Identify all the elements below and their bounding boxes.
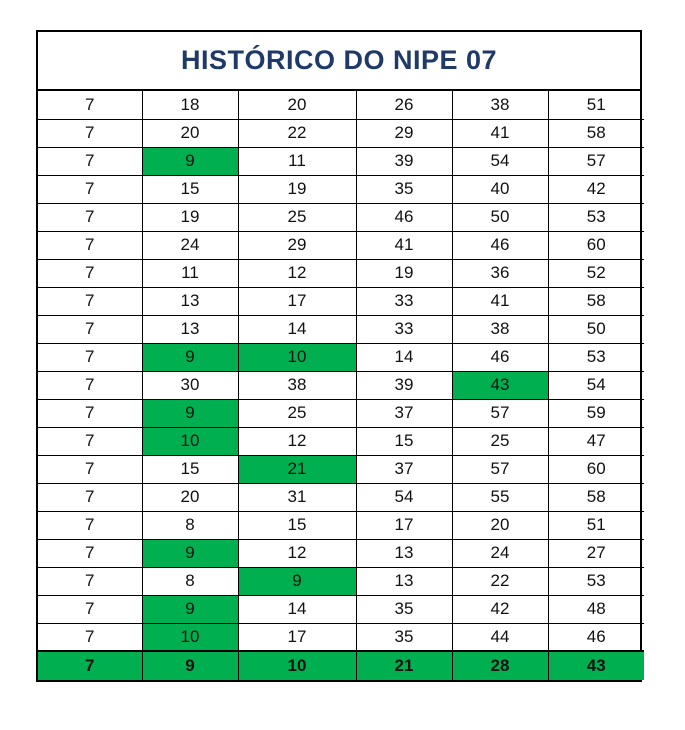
table-cell[interactable]: 13 <box>356 567 452 595</box>
table-cell[interactable]: 7 <box>38 91 142 119</box>
table-cell[interactable]: 21 <box>238 455 356 483</box>
table-row <box>38 343 644 371</box>
table-cell[interactable]: 9 <box>142 147 238 175</box>
table-cell[interactable]: 7 <box>38 623 142 651</box>
total-cell[interactable]: 28 <box>452 651 548 680</box>
table-cell[interactable]: 54 <box>452 147 548 175</box>
table-row <box>38 539 644 567</box>
table-row <box>38 455 644 483</box>
table-cell[interactable]: 22 <box>452 567 548 595</box>
table-cell[interactable]: 13 <box>356 539 452 567</box>
nipe-history-sheet <box>36 30 642 682</box>
table-cell[interactable]: 38 <box>452 315 548 343</box>
history-table <box>38 91 644 680</box>
table-cell[interactable]: 60 <box>548 231 644 259</box>
table-cell[interactable]: 53 <box>548 567 644 595</box>
table-cell[interactable]: 8 <box>142 511 238 539</box>
table-cell[interactable]: 7 <box>38 567 142 595</box>
table-cell[interactable]: 15 <box>238 511 356 539</box>
table-cell[interactable]: 46 <box>548 623 644 651</box>
table-cell[interactable]: 57 <box>452 455 548 483</box>
table-cell[interactable]: 15 <box>142 175 238 203</box>
table-cell[interactable]: 29 <box>356 119 452 147</box>
table-row <box>38 399 644 427</box>
table-cell[interactable]: 12 <box>238 259 356 287</box>
table-cell[interactable]: 20 <box>142 119 238 147</box>
table-cell[interactable]: 7 <box>38 231 142 259</box>
total-row <box>38 651 644 680</box>
table-cell[interactable]: 39 <box>356 147 452 175</box>
table-cell[interactable]: 39 <box>356 371 452 399</box>
table-row <box>38 203 644 231</box>
table-cell[interactable]: 19 <box>238 175 356 203</box>
total-cell[interactable]: 43 <box>548 651 644 680</box>
total-cell[interactable]: 7 <box>38 651 142 680</box>
table-cell[interactable]: 26 <box>356 91 452 119</box>
table-cell[interactable]: 7 <box>38 511 142 539</box>
table-cell[interactable]: 46 <box>356 203 452 231</box>
table-cell[interactable]: 20 <box>238 91 356 119</box>
table-cell[interactable]: 10 <box>142 623 238 651</box>
table-cell[interactable]: 9 <box>142 399 238 427</box>
table-cell[interactable]: 33 <box>356 287 452 315</box>
table-cell[interactable]: 59 <box>548 399 644 427</box>
table-cell[interactable]: 37 <box>356 455 452 483</box>
table-row <box>38 287 644 315</box>
table-cell[interactable]: 8 <box>142 567 238 595</box>
table-cell[interactable]: 42 <box>548 175 644 203</box>
table-cell[interactable]: 27 <box>548 539 644 567</box>
table-row <box>38 119 644 147</box>
table-cell[interactable]: 58 <box>548 119 644 147</box>
table-cell[interactable]: 22 <box>238 119 356 147</box>
table-cell[interactable]: 7 <box>38 203 142 231</box>
table-cell[interactable]: 52 <box>548 259 644 287</box>
table-cell[interactable]: 55 <box>452 483 548 511</box>
table-cell[interactable]: 7 <box>38 343 142 371</box>
table-cell[interactable]: 18 <box>142 91 238 119</box>
page-title: HISTÓRICO DO NIPE 07 <box>180 45 498 75</box>
table-cell[interactable]: 35 <box>356 623 452 651</box>
table-row <box>38 511 644 539</box>
table-row <box>38 427 644 455</box>
table-cell[interactable]: 38 <box>452 91 548 119</box>
table-cell[interactable]: 31 <box>238 483 356 511</box>
table-cell[interactable]: 54 <box>548 371 644 399</box>
title-bar <box>38 32 640 91</box>
table-cell[interactable]: 7 <box>38 119 142 147</box>
table-row <box>38 91 644 119</box>
table-cell[interactable]: 19 <box>356 259 452 287</box>
table-cell[interactable]: 44 <box>452 623 548 651</box>
table-cell[interactable]: 19 <box>142 203 238 231</box>
table-cell[interactable]: 51 <box>548 91 644 119</box>
table-cell[interactable]: 53 <box>548 203 644 231</box>
table-cell[interactable]: 17 <box>356 511 452 539</box>
table-row <box>38 483 644 511</box>
table-cell[interactable]: 7 <box>38 455 142 483</box>
table-cell[interactable]: 15 <box>356 427 452 455</box>
table-cell[interactable]: 41 <box>356 231 452 259</box>
table-cell[interactable]: 7 <box>38 427 142 455</box>
table-cell[interactable]: 42 <box>452 595 548 623</box>
table-cell[interactable]: 38 <box>238 371 356 399</box>
table-cell[interactable]: 9 <box>142 343 238 371</box>
table-cell[interactable]: 7 <box>38 147 142 175</box>
table-cell[interactable]: 7 <box>38 175 142 203</box>
table-cell[interactable]: 46 <box>452 343 548 371</box>
table-cell[interactable]: 47 <box>548 427 644 455</box>
table-cell[interactable]: 7 <box>38 595 142 623</box>
table-cell[interactable]: 58 <box>548 483 644 511</box>
table-cell[interactable]: 9 <box>142 595 238 623</box>
table-cell[interactable]: 51 <box>548 511 644 539</box>
table-cell[interactable]: 20 <box>452 511 548 539</box>
table-row <box>38 259 644 287</box>
table-cell[interactable]: 7 <box>38 287 142 315</box>
table-cell[interactable]: 7 <box>38 259 142 287</box>
table-cell[interactable]: 11 <box>142 259 238 287</box>
table-cell[interactable]: 50 <box>548 315 644 343</box>
table-cell[interactable]: 7 <box>38 371 142 399</box>
table-cell[interactable]: 48 <box>548 595 644 623</box>
table-cell[interactable]: 7 <box>38 399 142 427</box>
table-cell[interactable]: 15 <box>142 455 238 483</box>
table-cell[interactable]: 14 <box>238 315 356 343</box>
table-cell[interactable]: 14 <box>356 343 452 371</box>
table-cell[interactable]: 36 <box>452 259 548 287</box>
table-cell[interactable]: 60 <box>548 455 644 483</box>
table-cell[interactable]: 10 <box>238 343 356 371</box>
table-cell[interactable]: 50 <box>452 203 548 231</box>
table-row <box>38 567 644 595</box>
table-cell[interactable]: 41 <box>452 287 548 315</box>
table-cell[interactable]: 40 <box>452 175 548 203</box>
table-cell[interactable]: 46 <box>452 231 548 259</box>
table-cell[interactable]: 7 <box>38 315 142 343</box>
total-cell[interactable]: 21 <box>356 651 452 680</box>
table-cell[interactable]: 58 <box>548 287 644 315</box>
table-row <box>38 371 644 399</box>
table-cell[interactable]: 24 <box>142 231 238 259</box>
table-cell[interactable]: 7 <box>38 539 142 567</box>
table-cell[interactable]: 33 <box>356 315 452 343</box>
table-cell[interactable]: 9 <box>238 567 356 595</box>
table-row <box>38 315 644 343</box>
table-cell[interactable]: 7 <box>38 483 142 511</box>
table-cell[interactable]: 24 <box>452 539 548 567</box>
table-cell[interactable]: 14 <box>238 595 356 623</box>
table-row <box>38 623 644 651</box>
total-cell[interactable]: 10 <box>238 651 356 680</box>
table-row <box>38 231 644 259</box>
table-cell[interactable]: 37 <box>356 399 452 427</box>
table-cell[interactable]: 13 <box>142 315 238 343</box>
table-cell[interactable]: 29 <box>238 231 356 259</box>
table-cell[interactable]: 12 <box>238 427 356 455</box>
table-row <box>38 147 644 175</box>
total-cell[interactable]: 9 <box>142 651 238 680</box>
table-cell[interactable]: 10 <box>142 427 238 455</box>
table-cell[interactable]: 41 <box>452 119 548 147</box>
table-cell[interactable]: 57 <box>548 147 644 175</box>
table-cell[interactable]: 25 <box>238 399 356 427</box>
table-cell[interactable]: 25 <box>238 203 356 231</box>
table-cell[interactable]: 13 <box>142 287 238 315</box>
table-row <box>38 595 644 623</box>
table-cell[interactable]: 17 <box>238 287 356 315</box>
table-cell[interactable]: 25 <box>452 427 548 455</box>
table-cell[interactable]: 30 <box>142 371 238 399</box>
history-table-body <box>38 91 644 680</box>
table-cell[interactable]: 57 <box>452 399 548 427</box>
table-cell[interactable]: 11 <box>238 147 356 175</box>
table-cell[interactable]: 43 <box>452 371 548 399</box>
table-cell[interactable]: 35 <box>356 175 452 203</box>
table-cell[interactable]: 54 <box>356 483 452 511</box>
table-cell[interactable]: 53 <box>548 343 644 371</box>
table-cell[interactable]: 9 <box>142 539 238 567</box>
table-cell[interactable]: 35 <box>356 595 452 623</box>
table-cell[interactable]: 20 <box>142 483 238 511</box>
table-cell[interactable]: 17 <box>238 623 356 651</box>
table-row <box>38 175 644 203</box>
table-cell[interactable]: 12 <box>238 539 356 567</box>
